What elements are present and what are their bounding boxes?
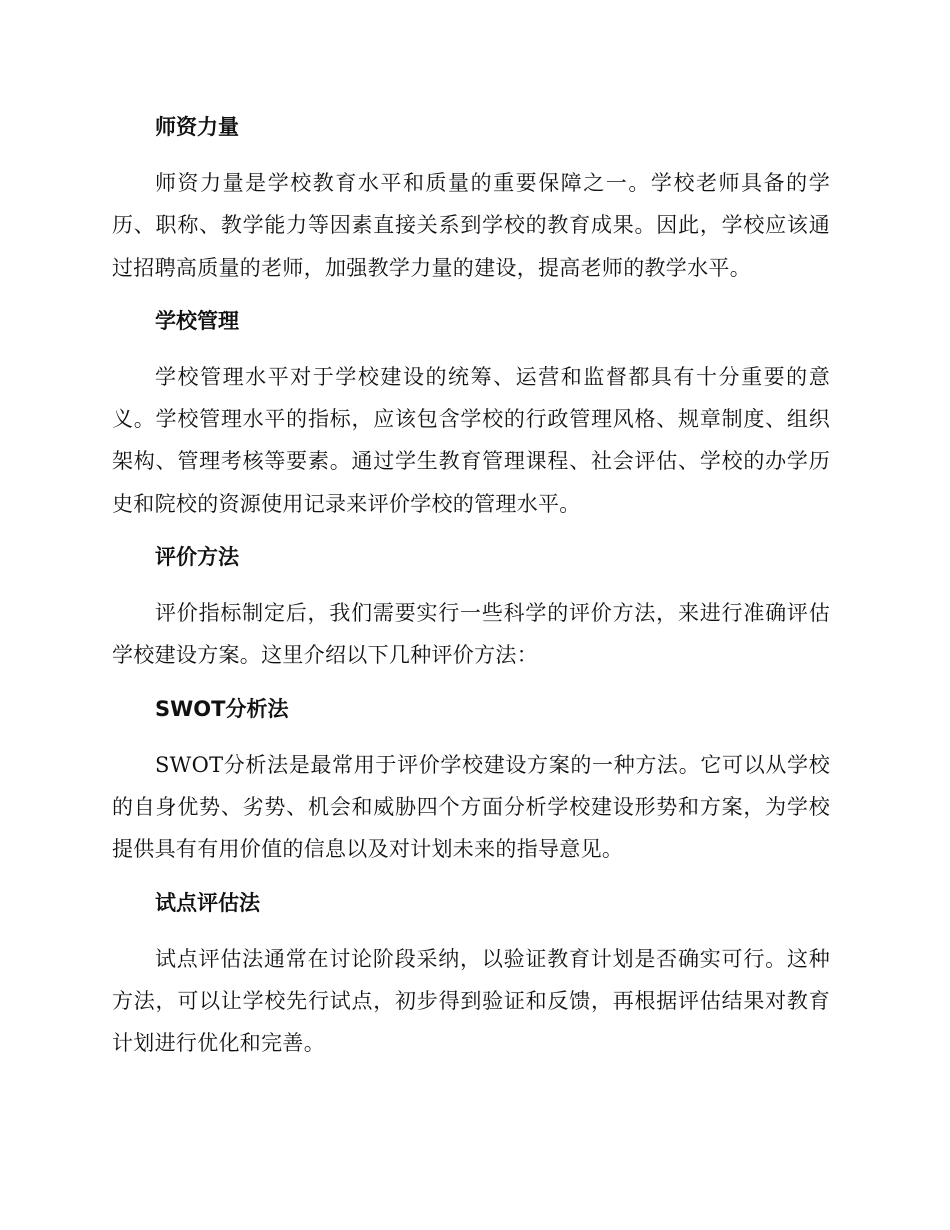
section-heading-evaluation-methods: 评价方法 [155,545,239,570]
section-heading-swot: SWOT分析法 [155,696,289,721]
section-heading-school-management: 学校管理 [155,308,239,333]
section-heading-pilot-evaluation: 试点评估法 [155,890,260,915]
section-paragraph-pilot-evaluation: 试点评估法通常在讨论阶段采纳，以验证教育计划是否确实可行。这种方法，可以让学校先行试点，初步得到验证和反馈，再根据评估结果对教育计划进行优化和完善。 [112,946,830,1056]
section-paragraph-school-management: 学校管理水平对于学校建设的统筹、运营和监督都具有十分重要的意义。学校管理水平的指标，应该包含学校的行政管理风格、规章制度、组织架构、管理考核等要素。通过学生教育管理课程、社会评估、学校的办学历史和院校的资源使用记录来评价学校的管理水平。 [112,364,830,516]
document-page [112,107,830,1076]
section-paragraph-evaluation-methods: 评价指标制定后，我们需要实行一些科学的评价方法，来进行准确评估学校建设方案。这里介绍以下几种评价方法： [112,601,830,668]
section-paragraph-faculty: 师资力量是学校教育水平和质量的重要保障之一。学校老师具备的学历、职称、教学能力等因素直接关系到学校的教育成果。因此，学校应该通过招聘高质量的老师，加强教学力量的建设，提高老师的教学水平。 [112,171,830,280]
section-paragraph-swot: SWOT分析法是最常用于评价学校建设方案的一种方法。它可以从学校的自身优势、劣势、机会和威胁四个方面分析学校建设形势和方案，为学校提供具有有用价值的信息以及对计划未来的指导意见。 [112,752,830,862]
section-heading-faculty: 师资力量 [155,115,239,139]
